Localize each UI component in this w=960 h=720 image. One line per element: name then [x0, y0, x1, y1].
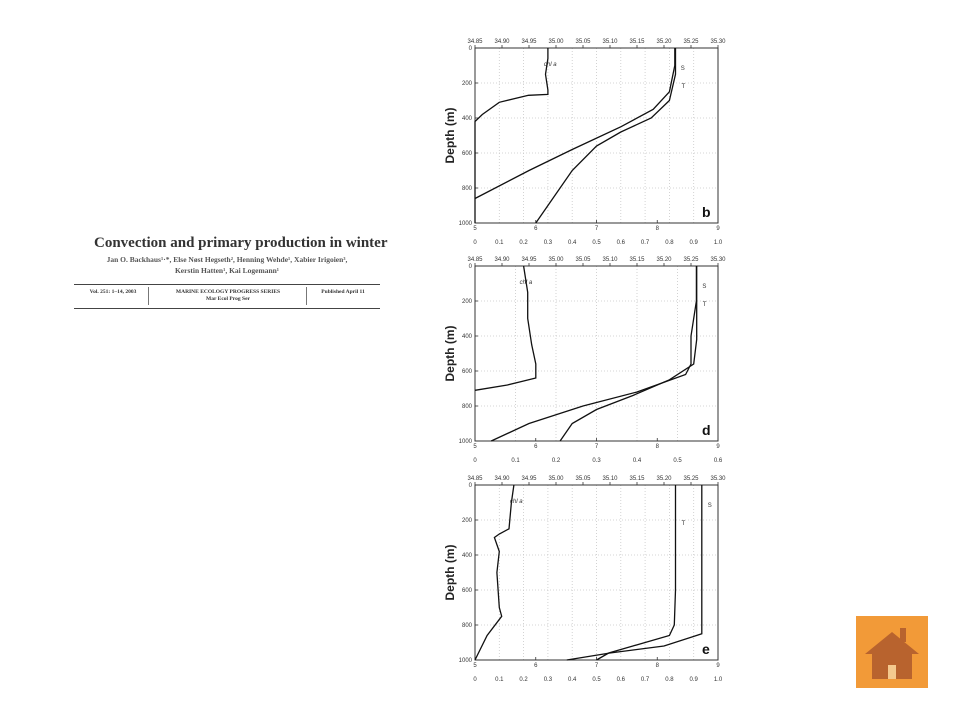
bottom-axis-tick-label: 1.0 [713, 677, 723, 683]
journal-name-block [150, 289, 306, 303]
y-axis-tick-label: 200 [461, 299, 472, 305]
top-axis-tick-label: 35.30 [710, 257, 726, 263]
series-line-s [491, 266, 696, 441]
bottom-axis-tick-label: 0.2 [519, 240, 528, 246]
bottom-axis-tick-label: 0.9 [689, 240, 698, 246]
journal-abbrev: Mar Ecol Prog Ser [206, 296, 250, 302]
top-axis-tick-label: 35.25 [683, 39, 699, 45]
top-axis-tick-label: 35.20 [656, 476, 672, 482]
journal-band-divider [148, 287, 149, 305]
journal-band-bottom-rule [74, 308, 380, 309]
mid-axis-tick-label: 8 [655, 444, 659, 450]
y-axis-tick-label: 1000 [458, 439, 472, 445]
series-label: S [702, 284, 707, 290]
mid-axis-tick-label: 7 [594, 444, 599, 450]
y-axis-tick-label: 400 [461, 116, 472, 122]
bottom-axis-tick-label: 0.3 [592, 458, 601, 464]
y-axis-tick-label: 800 [461, 404, 472, 410]
bottom-axis-tick-label: 0.6 [616, 240, 625, 246]
y-axis-tick-label: 600 [461, 151, 472, 157]
top-axis-tick-label: 35.00 [548, 39, 564, 45]
panel-label: e [702, 641, 710, 657]
y-axis-tick-label: 800 [461, 623, 472, 629]
journal-band-top-rule [74, 284, 380, 285]
bottom-axis-tick-label: 0.3 [543, 677, 553, 683]
top-axis-tick-label: 34.85 [467, 476, 483, 482]
bottom-axis-tick-label: 0.8 [665, 240, 674, 246]
top-axis-tick-label: 34.95 [521, 476, 537, 482]
y-axis-label: Depth (m) [443, 107, 457, 164]
mid-axis-tick-label: 8 [655, 663, 659, 669]
top-axis-tick-label: 35.20 [656, 39, 672, 45]
bottom-axis-tick-label: 0.1 [511, 458, 520, 464]
top-axis-tick-label: 34.95 [521, 39, 537, 45]
bottom-axis-tick-label: 1.0 [713, 240, 723, 246]
bottom-axis-tick-label: 0.2 [519, 677, 528, 683]
paper-title: Convection and primary production in winter [94, 235, 388, 251]
top-axis-tick-label: 34.90 [494, 39, 510, 45]
top-axis-tick-label: 34.95 [521, 257, 537, 263]
series-label: T [681, 84, 686, 90]
chart-panel-e [443, 476, 726, 683]
top-axis-tick-label: 34.85 [467, 39, 483, 45]
mid-axis-tick-label: 5 [473, 663, 477, 669]
journal-name: MARINE ECOLOGY PROGRESS SERIES [175, 289, 281, 295]
paper-header [74, 231, 388, 311]
mid-axis-tick-label: 9 [716, 663, 720, 669]
y-axis-tick-label: 400 [461, 553, 472, 559]
y-axis-tick-label: 1000 [458, 221, 472, 227]
top-axis-tick-label: 35.15 [629, 476, 645, 482]
top-axis-tick-label: 34.90 [494, 476, 510, 482]
journal-published: Published April 11 [321, 289, 365, 295]
series-line-t [536, 48, 676, 223]
top-axis-tick-label: 35.10 [602, 39, 618, 45]
bottom-axis-tick-label: 0.7 [640, 240, 650, 246]
series-label: T [702, 302, 707, 308]
top-axis-tick-label: 35.25 [683, 257, 699, 263]
bottom-axis-tick-label: 0.4 [632, 458, 642, 464]
bottom-axis-tick-label: 0.8 [665, 677, 674, 683]
y-axis-label: Depth (m) [443, 325, 457, 382]
mid-axis-tick-label: 7 [594, 663, 599, 669]
bottom-axis-tick-label: 0.5 [592, 240, 601, 246]
top-axis-tick-label: 35.20 [656, 257, 672, 263]
series-label: chl a [543, 62, 557, 68]
bottom-axis-tick-label: 0.5 [592, 677, 601, 683]
bottom-axis-tick-label: 0.3 [543, 240, 553, 246]
series-label: S [707, 503, 712, 509]
y-axis-tick-label: 0 [468, 264, 472, 270]
mid-axis-tick-label: 8 [655, 226, 659, 232]
y-axis-tick-label: 200 [461, 81, 472, 87]
top-axis-tick-label: 35.30 [710, 476, 726, 482]
top-axis-tick-label: 35.25 [683, 476, 699, 482]
mid-axis-tick-label: 9 [716, 444, 720, 450]
mid-axis-tick-label: 9 [716, 226, 720, 232]
bottom-axis-tick-label: 0.5 [673, 458, 682, 464]
top-axis-tick-label: 35.00 [548, 257, 564, 263]
y-axis-tick-label: 0 [468, 46, 472, 52]
mid-axis-tick-label: 7 [594, 226, 599, 232]
bottom-axis-tick-label: 0.1 [495, 240, 504, 246]
mid-axis-tick-label: 5 [473, 444, 477, 450]
home-button[interactable] [856, 616, 928, 688]
profile-charts [440, 30, 740, 690]
series-line-t [597, 485, 676, 660]
y-axis-tick-label: 600 [461, 369, 472, 375]
bottom-axis-tick-label: 0.7 [640, 677, 650, 683]
y-axis-tick-label: 1000 [458, 658, 472, 664]
journal-band-divider [306, 287, 307, 305]
bottom-axis-tick-label: 0 [473, 240, 477, 246]
y-axis-tick-label: 800 [461, 186, 472, 192]
bottom-axis-tick-label: 0.6 [713, 458, 723, 464]
top-axis-tick-label: 35.00 [548, 476, 564, 482]
top-axis-tick-label: 35.05 [575, 39, 591, 45]
chart-panel-d [443, 257, 726, 464]
top-axis-tick-label: 35.05 [575, 257, 591, 263]
bottom-axis-tick-label: 0 [473, 458, 477, 464]
top-axis-tick-label: 35.10 [602, 257, 618, 263]
bottom-axis-tick-label: 0 [473, 677, 477, 683]
series-line-s [567, 485, 702, 660]
top-axis-tick-label: 34.85 [467, 257, 483, 263]
mid-axis-tick-label: 5 [473, 226, 477, 232]
bottom-axis-tick-label: 0.1 [495, 677, 504, 683]
bottom-axis-tick-label: 0.2 [551, 458, 561, 464]
top-axis-tick-label: 35.15 [629, 257, 645, 263]
series-line-t [560, 266, 697, 441]
house-icon [856, 616, 928, 688]
bottom-axis-tick-label: 0.9 [689, 677, 698, 683]
series-label: T [681, 521, 686, 527]
top-axis-tick-label: 35.30 [710, 39, 726, 45]
series-label: chl a [519, 280, 533, 286]
mid-axis-tick-label: 6 [534, 444, 538, 450]
y-axis-tick-label: 400 [461, 334, 472, 340]
series-line-chl-a [475, 485, 514, 660]
series-label: S [680, 66, 685, 72]
mid-axis-tick-label: 6 [534, 663, 538, 669]
top-axis-tick-label: 34.90 [494, 257, 510, 263]
series-line-chl-a [475, 48, 548, 223]
top-axis-tick-label: 35.15 [629, 39, 645, 45]
y-axis-tick-label: 0 [468, 483, 472, 489]
bottom-axis-tick-label: 0.4 [568, 677, 577, 683]
top-axis-tick-label: 35.10 [602, 476, 618, 482]
journal-volume: Vol. 251: 1–14, 2003 [89, 289, 137, 295]
paper-authors-line2: Kerstin Hatten¹, Kai Logemann¹ [174, 266, 280, 275]
panel-label: b [702, 204, 711, 220]
paper-authors-line1: Jan O. Backhaus¹·*, Else Nøst Hegseth², Henning Wehde¹, Xabier Irigoien³, [106, 255, 348, 264]
series-label: chl a [509, 499, 523, 505]
bottom-axis-tick-label: 0.6 [616, 677, 625, 683]
top-axis-tick-label: 35.05 [575, 476, 591, 482]
panel-label: d [702, 422, 711, 438]
bottom-axis-tick-label: 0.4 [568, 240, 577, 246]
chart-panel-b [443, 39, 726, 246]
y-axis-label: Depth (m) [443, 544, 457, 601]
y-axis-tick-label: 200 [461, 518, 472, 524]
mid-axis-tick-label: 6 [534, 226, 538, 232]
y-axis-tick-label: 600 [461, 588, 472, 594]
